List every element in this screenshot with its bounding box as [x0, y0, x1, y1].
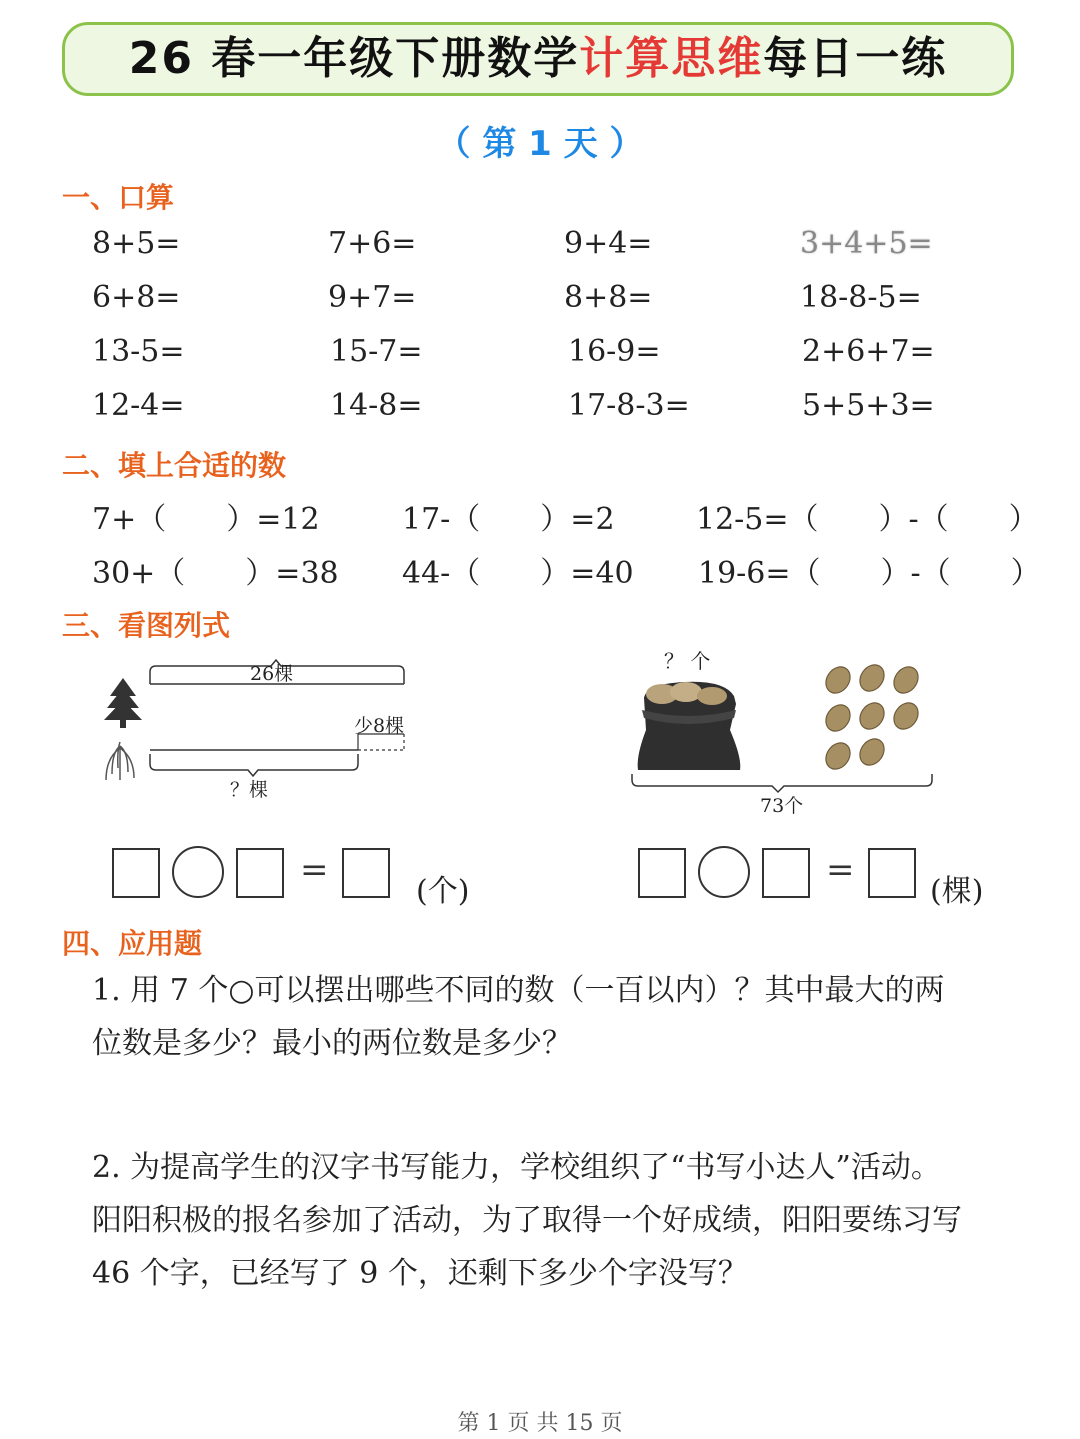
problem: 3+4+5= — [800, 226, 933, 261]
problem: 17-8-3= — [568, 388, 690, 423]
question-2-line-3: 46 个字，已经写了 9 个，还剩下多少个字没写？ — [92, 1256, 748, 1291]
problem: 12-4= — [92, 388, 185, 423]
operator-circle[interactable] — [698, 846, 750, 898]
willow-tree-icon — [106, 742, 134, 780]
fill-blank-problem: 17-（ ）=2 — [402, 502, 615, 537]
pine-tree-icon — [104, 678, 142, 728]
operator-circle[interactable] — [172, 846, 224, 898]
potato-bag-diagram — [624, 640, 944, 820]
problem: 13-5= — [92, 334, 185, 369]
problem: 18-8-5= — [800, 280, 922, 315]
equals-sign: = — [300, 850, 329, 890]
answer-box[interactable] — [342, 848, 390, 898]
fill-blank-problem: 44-（ ）=40 — [402, 556, 634, 591]
day-label: （ 第 1 天 ） — [436, 124, 644, 164]
fill-blank-problem: 7+（ ）=12 — [92, 502, 320, 537]
fill-blank-problem: 30+（ ）=38 — [92, 556, 339, 591]
tree-bar-diagram — [96, 650, 426, 810]
question-2-line-1: 2. 为提高学生的汉字书写能力，学校组织了“书写小达人”活动。 — [92, 1150, 941, 1185]
page-title: 26 春一年级下册数学计算思维每日一练 — [128, 33, 948, 84]
question-1-line-1: 1. 用 7 个○可以摆出哪些不同的数（一百以内）？其中最大的两 — [92, 973, 945, 1008]
problem: 9+4= — [564, 226, 653, 261]
answer-box[interactable] — [638, 848, 686, 898]
potatoes-icon — [821, 660, 923, 774]
problem: 15-7= — [330, 334, 423, 369]
page-footer: 第 1 页 共 15 页 — [457, 1411, 623, 1436]
answer-box[interactable] — [868, 848, 916, 898]
answer-box[interactable] — [762, 848, 810, 898]
problem: 8+8= — [564, 280, 653, 315]
answer-box[interactable] — [112, 848, 160, 898]
section-heading-mental-math: 一、口算 — [62, 181, 175, 214]
total-count-label: 73个 — [760, 795, 804, 817]
problem: 2+6+7= — [802, 334, 935, 369]
question-2-line-2: 阳阳积极的报名参加了活动，为了取得一个好成绩，阳阳要练习写 — [92, 1203, 962, 1238]
section-heading-word-problems: 四、应用题 — [62, 927, 203, 960]
sack-icon — [638, 682, 741, 770]
problem: 14-8= — [330, 388, 423, 423]
problem: 16-9= — [568, 334, 661, 369]
unknown-count-label: ？ 个 — [664, 649, 711, 673]
problem: 8+5= — [92, 226, 181, 261]
problem: 5+5+3= — [802, 388, 935, 423]
fill-blank-problem: 12-5=（ ）-（ ） — [696, 502, 1039, 537]
unit-label: (个) — [416, 874, 470, 909]
title-highlight: 计算思维 — [579, 33, 764, 84]
question-1-line-2: 位数是多少？最小的两位数是多少？ — [92, 1026, 572, 1061]
problem: 9+7= — [328, 280, 417, 315]
problem: 7+6= — [328, 226, 417, 261]
answer-box[interactable] — [236, 848, 284, 898]
unknown-label: ？棵 — [230, 779, 269, 801]
section-heading-fill-numbers: 二、填上合适的数 — [62, 449, 287, 482]
difference-label: 少8棵 — [354, 715, 405, 737]
total-label: 26棵 — [250, 663, 294, 685]
equals-sign: = — [826, 850, 855, 890]
section-heading-picture-equation: 三、看图列式 — [62, 609, 231, 642]
problem: 6+8= — [92, 280, 181, 315]
fill-blank-problem: 19-6=（ ）-（ ） — [698, 556, 1041, 591]
unit-label: (棵) — [930, 874, 984, 909]
